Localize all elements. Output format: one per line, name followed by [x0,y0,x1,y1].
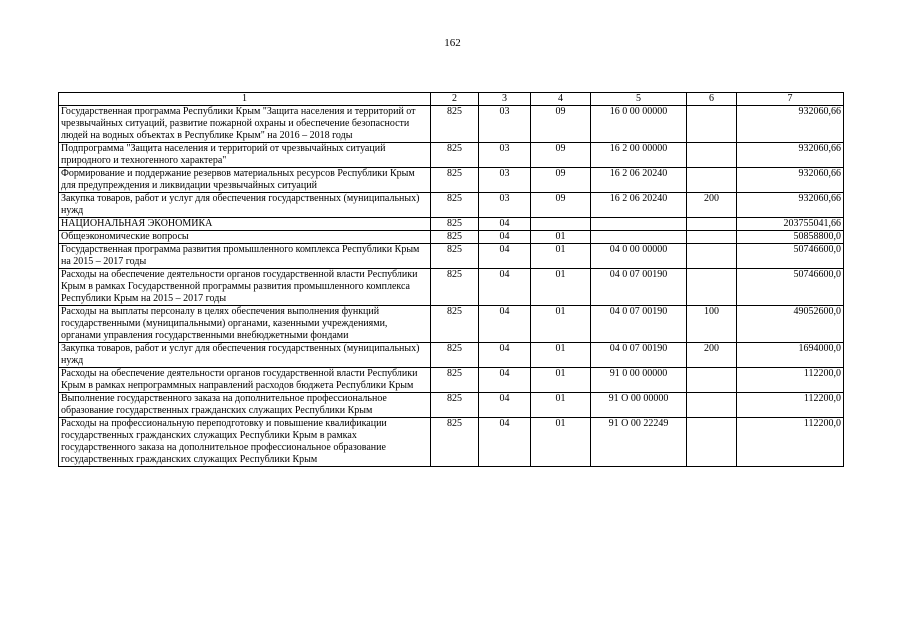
target-article-code: 91 О 00 22249 [591,418,687,467]
section-code: 03 [479,143,531,168]
admin-code: 825 [431,231,479,244]
table-row [59,368,844,393]
admin-code: 825 [431,218,479,231]
table-row [59,106,844,143]
table-row [59,269,844,306]
item-name: Закупка товаров, работ и услуг для обеспечения государственных (муниципальных) нужд [59,193,431,218]
admin-code: 825 [431,393,479,418]
section-code: 04 [479,244,531,269]
subsection-code: 09 [531,143,591,168]
subsection-code [531,218,591,231]
column-header-5: 5 [591,93,687,106]
amount: 112200,0 [737,368,844,393]
column-header-4: 4 [531,93,591,106]
amount: 50858800,0 [737,231,844,244]
column-header-6: 6 [687,93,737,106]
target-article-code [591,231,687,244]
expense-type-code [687,393,737,418]
amount: 932060,66 [737,168,844,193]
table-body [59,106,844,467]
amount: 50746600,0 [737,269,844,306]
section-code: 04 [479,231,531,244]
expense-type-code: 200 [687,343,737,368]
section-code: 04 [479,368,531,393]
expense-type-code: 100 [687,306,737,343]
amount: 112200,0 [737,418,844,467]
section-code: 04 [479,306,531,343]
expense-type-code [687,106,737,143]
target-article-code: 04 0 00 00000 [591,244,687,269]
section-code: 04 [479,393,531,418]
amount: 203755041,66 [737,218,844,231]
target-article-code: 04 0 07 00190 [591,269,687,306]
item-name: Общеэкономические вопросы [59,231,431,244]
admin-code: 825 [431,418,479,467]
admin-code: 825 [431,168,479,193]
column-header-3: 3 [479,93,531,106]
item-name: Государственная программа Республики Крым "Защита населения и территорий от чрезвычайных ситуаций, развитие пожарной охраны и обеспечение безопасности людей на водных объектах в Республике Крым" на 2016 – 2018 годы [59,106,431,143]
section-code: 04 [479,343,531,368]
admin-code: 825 [431,143,479,168]
amount: 932060,66 [737,143,844,168]
target-article-code [591,218,687,231]
table-row [59,343,844,368]
target-article-code: 16 2 00 00000 [591,143,687,168]
item-name: Формирование и поддержание резервов материальных ресурсов Республики Крым для предупреждения и ликвидации чрезвычайных ситуаций [59,168,431,193]
admin-code: 825 [431,193,479,218]
amount: 1694000,0 [737,343,844,368]
section-code: 03 [479,168,531,193]
amount: 932060,66 [737,193,844,218]
subsection-code: 01 [531,368,591,393]
expense-type-code [687,269,737,306]
item-name: Расходы на обеспечение деятельности органов государственной власти Республики Крым в рамках непрограммных направлений расходов бюджета Республики Крым [59,368,431,393]
item-name: Расходы на обеспечение деятельности органов государственной власти Республики Крым в рамках Государственной программы развития промышленного комплекса Республики Крым на 2015 – 2017 годы [59,269,431,306]
target-article-code: 91 О 00 00000 [591,393,687,418]
table-row [59,244,844,269]
admin-code: 825 [431,343,479,368]
expense-type-code [687,368,737,393]
amount: 112200,0 [737,393,844,418]
section-code: 04 [479,269,531,306]
table-row [59,143,844,168]
item-name: НАЦИОНАЛЬНАЯ ЭКОНОМИКА [59,218,431,231]
column-header-2: 2 [431,93,479,106]
table-row [59,393,844,418]
subsection-code: 09 [531,106,591,143]
column-header-7: 7 [737,93,844,106]
subsection-code: 01 [531,306,591,343]
amount: 50746600,0 [737,244,844,269]
subsection-code: 01 [531,418,591,467]
target-article-code: 16 2 06 20240 [591,193,687,218]
section-code: 03 [479,193,531,218]
item-name: Расходы на выплаты персоналу в целях обеспечения выполнения функций государственными (муниципальными) органами, казенными учреждениями, органами управления государственными внебюджетными фондами [59,306,431,343]
table-row [59,168,844,193]
expense-type-code [687,244,737,269]
section-code: 04 [479,418,531,467]
target-article-code: 16 0 00 00000 [591,106,687,143]
section-code: 03 [479,106,531,143]
subsection-code: 09 [531,168,591,193]
target-article-code: 91 0 00 00000 [591,368,687,393]
table-row [59,231,844,244]
subsection-code: 01 [531,244,591,269]
subsection-code: 09 [531,193,591,218]
item-name: Расходы на профессиональную переподготовку и повышение квалификации государственных гражданских служащих Республики Крым в рамках государственного заказа на дополнительное профессиональное образование государственных гражданских служащих Республики Крым [59,418,431,467]
admin-code: 825 [431,368,479,393]
subsection-code: 01 [531,393,591,418]
expense-type-code [687,231,737,244]
target-article-code: 04 0 07 00190 [591,343,687,368]
subsection-code: 01 [531,343,591,368]
amount: 932060,66 [737,106,844,143]
page-number: 162 [444,37,461,49]
expense-type-code [687,218,737,231]
column-header-1: 1 [59,93,431,106]
expense-type-code [687,143,737,168]
table-row [59,418,844,467]
subsection-code: 01 [531,269,591,306]
admin-code: 825 [431,306,479,343]
item-name: Выполнение государственного заказа на дополнительное профессиональное образование государственных гражданских служащих Республики Крым [59,393,431,418]
item-name: Закупка товаров, работ и услуг для обеспечения государственных (муниципальных) нужд [59,343,431,368]
amount: 49052600,0 [737,306,844,343]
section-code: 04 [479,218,531,231]
admin-code: 825 [431,269,479,306]
admin-code: 825 [431,244,479,269]
admin-code: 825 [431,106,479,143]
table-row [59,218,844,231]
expense-type-code [687,168,737,193]
subsection-code: 01 [531,231,591,244]
expense-type-code [687,418,737,467]
target-article-code: 04 0 07 00190 [591,306,687,343]
item-name: Государственная программа развития промышленного комплекса Республики Крым на 2015 – 2017 годы [59,244,431,269]
expense-type-code: 200 [687,193,737,218]
budget-table [58,92,844,467]
header-row [59,93,844,106]
table-row [59,193,844,218]
table-row [59,306,844,343]
item-name: Подпрограмма "Защита населения и территорий от чрезвычайных ситуаций природного и техногенного характера" [59,143,431,168]
target-article-code: 16 2 06 20240 [591,168,687,193]
